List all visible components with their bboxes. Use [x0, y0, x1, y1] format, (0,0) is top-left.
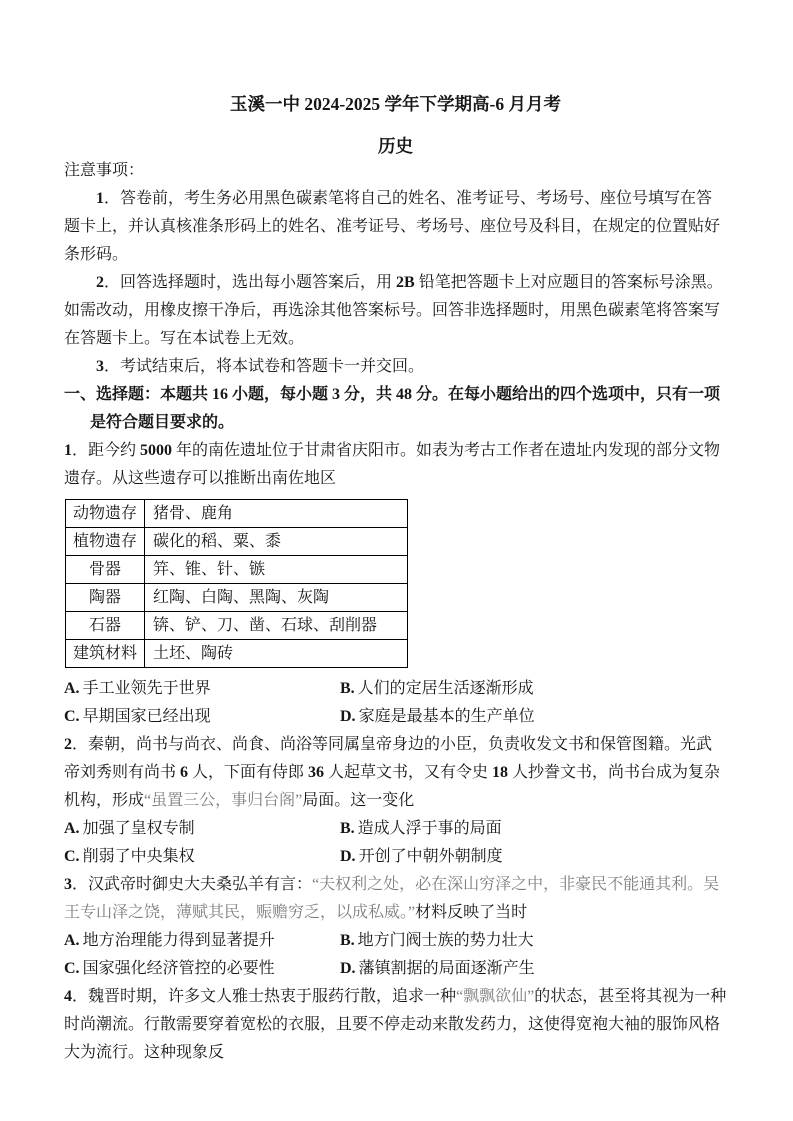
- option-text: 家庭是最基本的生产单位: [358, 708, 535, 725]
- question-3-options: [64, 927, 727, 983]
- table-row: [66, 528, 408, 556]
- question-3: [64, 871, 727, 983]
- table-row: [66, 584, 408, 612]
- table-row: [66, 640, 408, 668]
- row-value: 土坯、陶砖: [145, 640, 408, 668]
- question-4: [64, 983, 727, 1067]
- option-d: [340, 955, 727, 983]
- option-text: 人们的定居生活逐渐形成: [357, 680, 534, 697]
- question-2-options: [64, 815, 727, 871]
- option-d: [340, 843, 727, 871]
- option-d: [340, 703, 727, 731]
- row-label: 骨器: [66, 556, 145, 584]
- option-b: [340, 675, 727, 703]
- option-label: A.: [64, 820, 80, 837]
- option-text: 早期国家已经出现: [82, 708, 211, 725]
- subject-title: 历史: [378, 136, 413, 156]
- option-text: 开创了中朝外朝制度: [358, 848, 503, 865]
- option-label: B.: [340, 820, 355, 837]
- row-label: 动物遗存: [66, 500, 145, 528]
- option-label: C.: [64, 848, 80, 865]
- option-a: [64, 927, 340, 955]
- row-value: 笄、锥、针、镞: [145, 556, 408, 584]
- notice-item-2: 2．回答选择题时，选出每小题答案后，用 2B 铅笔把答题卡上对应题目的答案标号涂黑。如需改动，用橡皮擦干净后，再选涂其他答案标号。回答非选择题时，用黑色碳素笔将答案写在答题卡上。写在本试卷上无效。: [64, 274, 723, 347]
- row-value: 锛、铲、刀、凿、石球、刮削器: [145, 612, 408, 640]
- row-value: 碳化的稻、粟、黍: [145, 528, 408, 556]
- table-row: [66, 556, 408, 584]
- option-label: A.: [64, 680, 80, 697]
- option-label: D.: [340, 708, 356, 725]
- question-3-stem: 3．汉武帝时御史大夫桑弘羊有言：“夫权利之处，必在深山穷泽之中，非豪民不能通其利。吴王专山泽之饶，薄赋其民，赈赡穷乏，以成私威。”材料反映了当时: [64, 876, 720, 921]
- option-label: B.: [340, 932, 355, 949]
- option-c: [64, 843, 340, 871]
- option-text: 加强了皇权专制: [82, 820, 195, 837]
- option-b: [340, 815, 727, 843]
- option-label: C.: [64, 708, 80, 725]
- option-text: 藩镇割据的局面逐渐产生: [358, 960, 535, 977]
- option-a: [64, 675, 340, 703]
- question-1-stem: 1．距今约 5000 年的南佐遗址位于甘肃省庆阳市。如表为考古工作者在遗址内发现的部分文物遗存。从这些遗存可以推断出南佐地区: [64, 442, 721, 487]
- option-text: 地方门阀士族的势力壮大: [357, 932, 534, 949]
- table-row: [66, 612, 408, 640]
- option-a: [64, 815, 340, 843]
- option-c: [64, 703, 340, 731]
- question-2: [64, 731, 727, 871]
- notice-item-3: 3．考试结束后，将本试卷和答题卡一并交回。: [96, 358, 425, 375]
- question-1-options: [64, 675, 727, 731]
- option-b: [340, 927, 727, 955]
- question-1: [64, 437, 727, 731]
- question-2-stem: 2．秦朝，尚书与尚衣、尚食、尚浴等同属皇帝身边的小臣，负责收发文书和保管图籍。光武帝刘秀则有尚书 6 人，下面有侍郎 36 人起草文书，又有令史 18 人抄誊文书，尚书台成为复杂机构，形成“虽置三公，事归台阁”局面。这一变化: [64, 736, 721, 809]
- row-label: 建筑材料: [66, 640, 145, 668]
- row-value: 红陶、白陶、黑陶、灰陶: [145, 584, 408, 612]
- option-label: D.: [340, 848, 356, 865]
- row-value: 猪骨、鹿角: [145, 500, 408, 528]
- option-c: [64, 955, 340, 983]
- option-label: C.: [64, 960, 80, 977]
- notice-heading: 注意事项：: [64, 162, 145, 179]
- notice-item-1: 1．答卷前，考生务必用黑色碳素笔将自己的姓名、准考证号、考场号、座位号填写在答题卡上，并认真核准条形码上的姓名、准考证号、考场号、座位号及科目，在规定的位置贴好条形码。: [64, 190, 721, 263]
- relics-table: [65, 499, 408, 668]
- section-heading: 一、选择题：本题共 16 小题，每小题 3 分，共 48 分。在每小题给出的四个选项中，只有一项是符合题目要求的。: [64, 386, 721, 431]
- option-label: D.: [340, 960, 356, 977]
- option-text: 国家强化经济管控的必要性: [82, 960, 275, 977]
- option-label: A.: [64, 932, 80, 949]
- option-text: 手工业领先于世界: [82, 680, 211, 697]
- option-text: 削弱了中央集权: [82, 848, 195, 865]
- row-label: 陶器: [66, 584, 145, 612]
- row-label: 植物遗存: [66, 528, 145, 556]
- option-text: 造成人浮于事的局面: [357, 820, 502, 837]
- option-text: 地方治理能力得到显著提升: [82, 932, 275, 949]
- row-label: 石器: [66, 612, 145, 640]
- page-title: 玉溪一中 2024-2025 学年下学期高-6 月月考: [229, 94, 562, 114]
- table-row: [66, 500, 408, 528]
- question-4-stem: 4．魏晋时期，许多文人雅士热衷于服药行散，追求一种“飘飘欲仙”的状态，甚至将其视为一种时尚潮流。行散需要穿着宽松的衣服，且要不停走动来散发药力，这使得宽袍大袖的服饰风格大为流行。这种现象反: [64, 988, 727, 1061]
- option-label: B.: [340, 680, 355, 697]
